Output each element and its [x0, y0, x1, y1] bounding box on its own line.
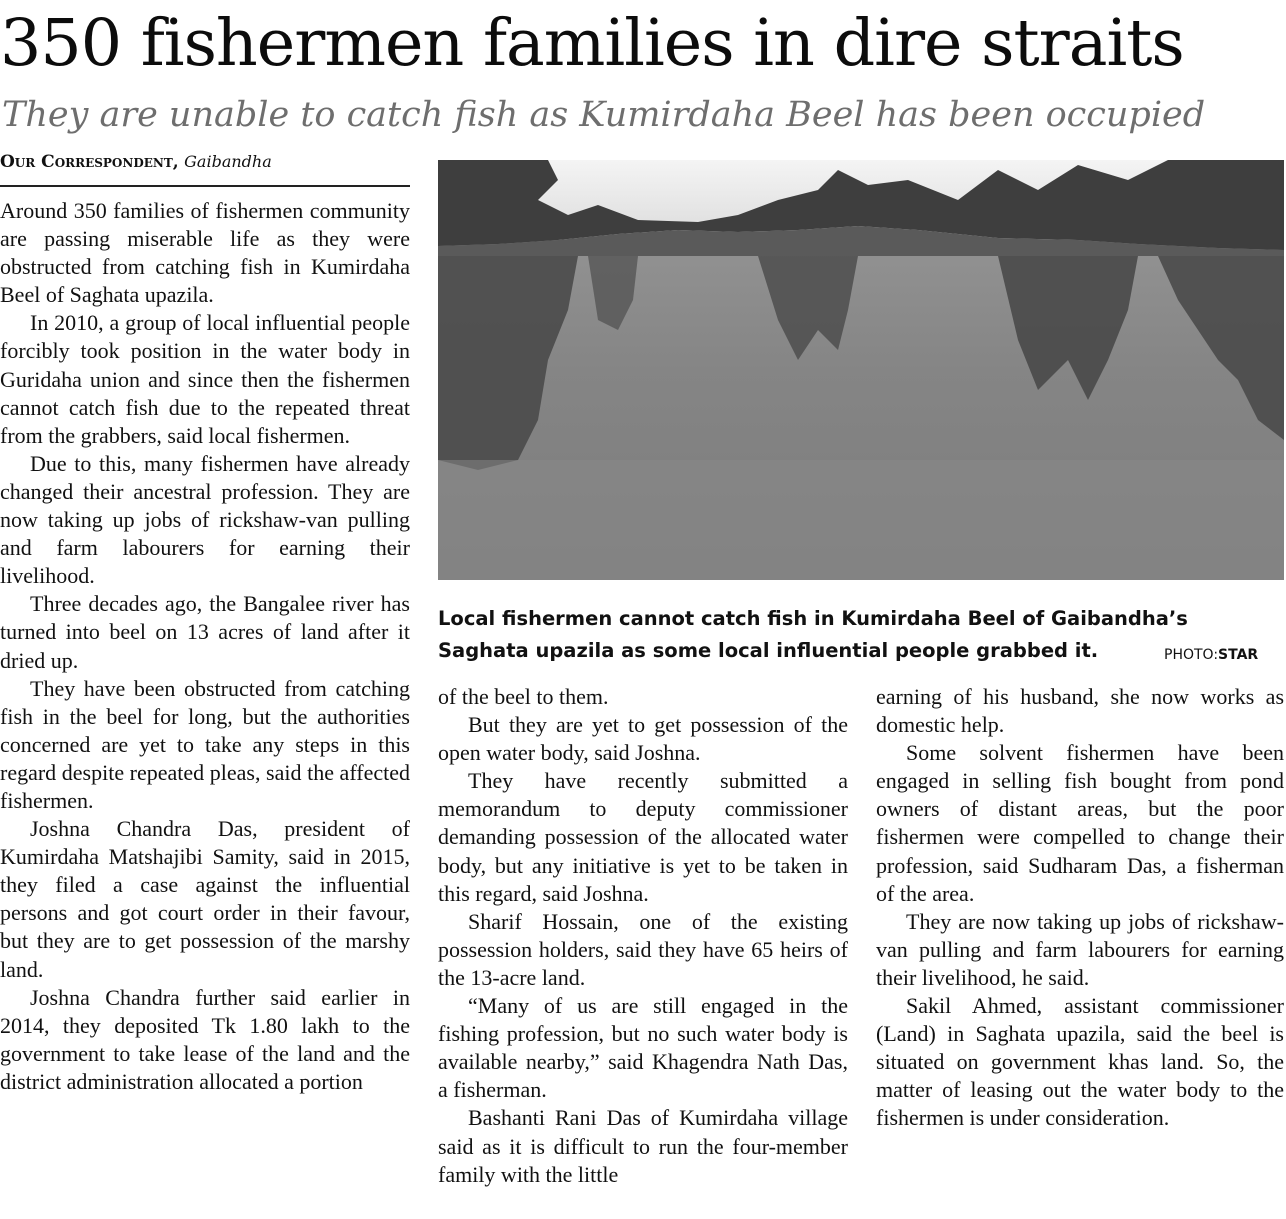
paragraph: Joshna Chandra Das, president of Kumirdaha Matshajibi Samity, said in 2015, they filed a case against the influential persons and got court order in their favour, but they are to get possession of the marshy land.	[0, 816, 410, 982]
byline	[0, 150, 410, 174]
photo-caption-line: Local fishermen cannot catch fish in Kumirdaha Beel of Gaibandha’s	[438, 607, 1188, 630]
headline: 350 fishermen families in dire straits	[0, 6, 1184, 81]
article-column-2	[438, 683, 848, 1189]
byline-author: Our Correspondent,	[0, 152, 179, 172]
paragraph: They have recently submitted a memorandum to deputy commissioner demanding possession of the allocated water body, but any initiative is yet to be taken in this regard, said Joshna.	[438, 768, 848, 906]
article-column-1	[0, 197, 410, 1096]
byline-place: Gaibandha	[184, 152, 272, 171]
paragraph: Joshna Chandra further said earlier in 2014, they deposited Tk 1.80 lakh to the government to take lease of the land and the district administration allocated a portion	[0, 984, 410, 1094]
byline-rule	[0, 185, 410, 187]
photo-caption-line: Saghata upazila as some local influential people grabbed it.	[438, 639, 1099, 662]
lake-with-tree-reflections-photo	[438, 160, 1284, 580]
photo-caption	[438, 603, 1284, 667]
article-column-3	[876, 683, 1284, 1133]
photo-credit-label: PHOTO:	[1164, 647, 1219, 663]
paragraph: earning of his husband, she now works as domestic help.	[876, 684, 1284, 738]
photo-credit	[1164, 645, 1286, 665]
paragraph: Around 350 families of fishermen community are passing miserable life as they were obstructed from catching fish in Kumirdaha Beel of Saghata upazila.	[0, 198, 410, 308]
paragraph: Some solvent fishermen have been engaged in selling fish bought from pond owners of distant areas, but the poor fishermen were compelled to change their profession, said Sudharam Das, a fisherman of the area.	[876, 740, 1284, 906]
paragraph: “Many of us are still engaged in the fishing profession, but no such water body is available nearby,” said Khagendra Nath Das, a fisherman.	[438, 993, 848, 1103]
paragraph: Three decades ago, the Bangalee river has turned into beel on 13 acres of land after it dried up.	[0, 591, 410, 673]
paragraph: of the beel to them.	[438, 684, 609, 709]
paragraph: Bashanti Rani Das of Kumirdaha village said as it is difficult to run the four-member family with the little	[438, 1105, 848, 1187]
paragraph: They have been obstructed from catching fish in the beel for long, but the authorities concerned are yet to take any steps in this regard despite repeated pleas, said the affected fishermen.	[0, 675, 410, 813]
subheadline: They are unable to catch fish as Kumirdaha Beel has been occupied	[2, 95, 1206, 135]
paragraph: Due to this, many fishermen have already changed their ancestral profession. They are now taking up jobs of rickshaw-van pulling and farm labourers for earning their livelihood.	[0, 450, 410, 589]
paragraph: They are now taking up jobs of rickshaw-van pulling and farm labourers for earning their livelihood, he said.	[876, 908, 1284, 990]
paragraph: But they are yet to get possession of the open water body, said Joshna.	[438, 712, 848, 766]
paragraph: In 2010, a group of local influential people forcibly took position in the water body in Guridaha union and since then the fishermen cannot catch fish due to the repeated threat from the grabbers, said local fishermen.	[0, 310, 410, 448]
lake-photo	[438, 160, 1284, 580]
photo-credit-name: STAR	[1218, 647, 1259, 663]
paragraph: Sakil Ahmed, assistant commissioner (Land) in Saghata upazila, said the beel is situated on government khas land. So, the matter of leasing out the water body to the fishermen is under consideration.	[876, 993, 1284, 1131]
paragraph: Sharif Hossain, one of the existing possession holders, said they have 65 heirs of the 13-acre land.	[438, 908, 848, 990]
